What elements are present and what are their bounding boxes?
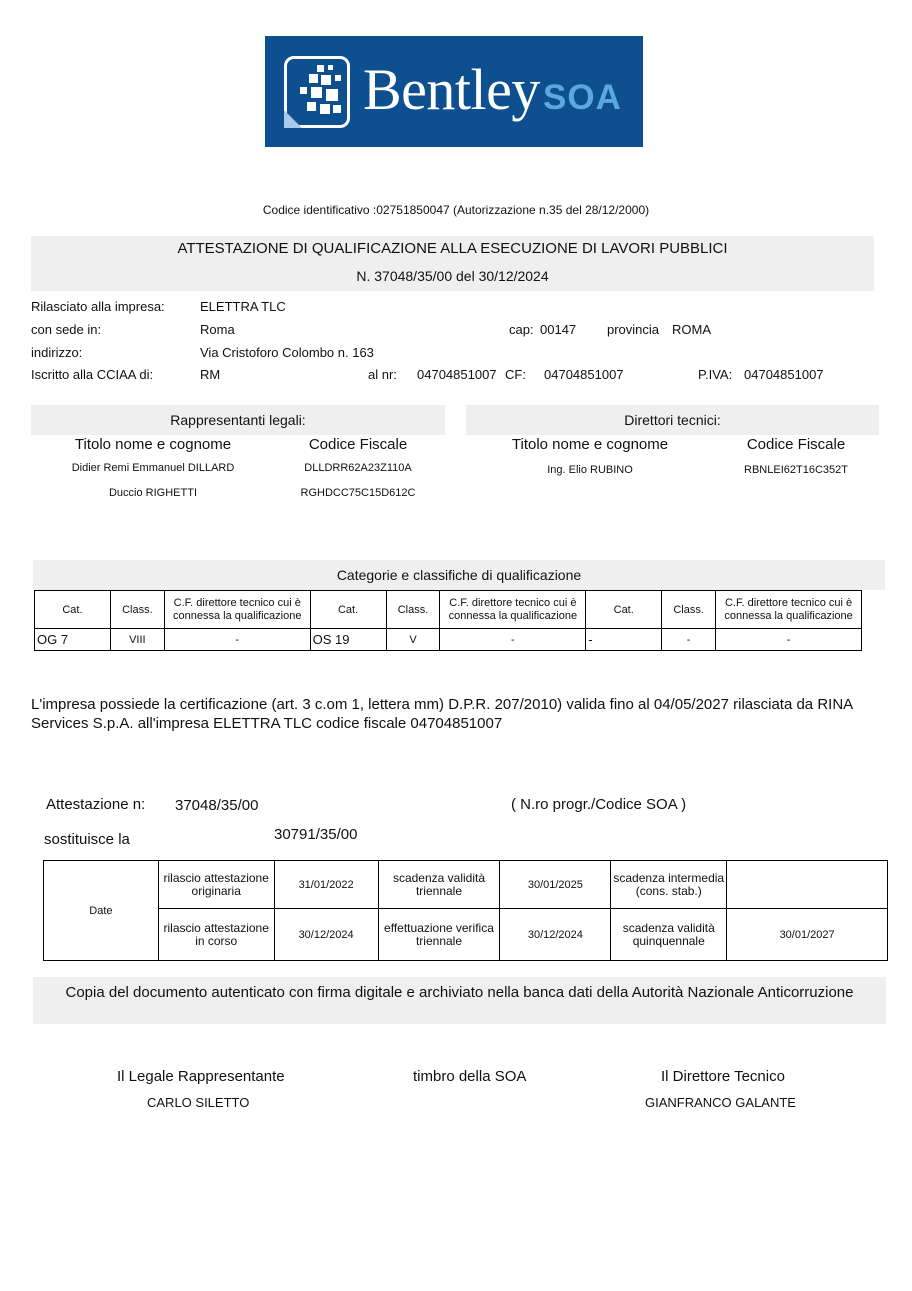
sede-value: Roma: [200, 322, 235, 337]
date-table: [43, 860, 888, 961]
document-number: N. 37048/35/00 del 30/12/2024: [356, 268, 549, 284]
date-value: 30/12/2024: [500, 909, 611, 961]
rilasciato-value: ELETTRA TLC: [200, 299, 286, 314]
cf-direttore-header: C.F. direttore tecnico cui è connessa la qualificazione: [440, 591, 586, 629]
cf-direttore-cell: -: [164, 629, 310, 651]
date-label: Date: [44, 861, 159, 961]
logo-mark-icon: [284, 56, 350, 128]
cat-cell: -: [586, 629, 662, 651]
legale-signer: CARLO SILETTO: [147, 1095, 250, 1110]
date-value: 31/01/2022: [274, 861, 378, 909]
date-value: 30/01/2027: [727, 909, 888, 961]
date-row: [44, 909, 888, 961]
legale-name: Didier Remi Emmanuel DILLARD: [71, 462, 235, 474]
tecnico-cf: RBNLEI62T16C352T: [744, 464, 848, 476]
date-field-label: scadenza validità quinquennale: [611, 909, 727, 961]
piva-label: P.IVA:: [698, 367, 733, 382]
tecnico-title: Il Direttore Tecnico: [661, 1068, 785, 1085]
cf-direttore-cell: -: [440, 629, 586, 651]
cat-header: Cat.: [35, 591, 111, 629]
codice-identificativo: Codice identificativo :02751850047 (Autorizzazione n.35 del 28/12/2000): [262, 203, 650, 217]
cat-cell: OG 7: [35, 629, 111, 651]
cat-cell: OS 19: [310, 629, 386, 651]
cf-direttore-header: C.F. direttore tecnico cui è connessa la qualificazione: [164, 591, 310, 629]
class-cell: VIII: [110, 629, 164, 651]
tecnico-name: Ing. Elio RUBINO: [547, 464, 633, 476]
alnr-value: 04704851007: [417, 367, 497, 382]
class-header: Class.: [110, 591, 164, 629]
legale-name: Duccio RIGHETTI: [108, 487, 197, 499]
tecnici-col-cf: Codice Fiscale: [746, 436, 846, 453]
sede-label: con sede in:: [31, 322, 102, 337]
class-header: Class.: [386, 591, 440, 629]
class-header: Class.: [662, 591, 716, 629]
legale-title: Il Legale Rappresentante: [117, 1068, 285, 1085]
class-cell: -: [662, 629, 716, 651]
date-field-label: scadenza validità triennale: [378, 861, 500, 909]
date-value: 30/01/2025: [500, 861, 611, 909]
indirizzo-value: Via Cristoforo Colombo n. 163: [200, 345, 374, 360]
provincia-value: ROMA: [672, 322, 711, 337]
copia-text: Copia del documento autenticato con firma digitale e archiviato nella banca dati della Autorità Nazionale Anticorruzione: [65, 984, 854, 1001]
categorie-table: [34, 590, 862, 651]
categorie-header-row: [35, 591, 862, 629]
date-row: [44, 861, 888, 909]
piva-value: 04704851007: [744, 367, 824, 382]
cat-header: Cat.: [310, 591, 386, 629]
attestazione-label: Attestazione n:: [46, 796, 146, 813]
timbro-label: timbro della SOA: [413, 1068, 527, 1085]
date-value: 30/12/2024: [274, 909, 378, 961]
certificazione-text: L'impresa possiede la certificazione (art. 3 c.om 1, lettera mm) D.P.R. 207/2010) valida fino al 04/05/2027 rilasciata da RINA Services S.p.A. all'impresa ELETTRA TLC codice fiscale 04704851007: [31, 696, 853, 732]
cf-direttore-header: C.F. direttore tecnico cui è connessa la qualificazione: [716, 591, 862, 629]
alnr-label: al nr:: [368, 367, 397, 382]
cf-direttore-cell: -: [716, 629, 862, 651]
rilasciato-label: Rilasciato alla impresa:: [31, 299, 165, 314]
logo-wordmark: Bentley: [363, 57, 540, 122]
tecnici-col-name: Titolo nome e cognome: [511, 436, 669, 453]
legali-col-name: Titolo nome e cognome: [74, 436, 232, 453]
categorie-data-row: [35, 629, 862, 651]
attestazione-value: 37048/35/00: [175, 797, 259, 814]
cciaa-value: RM: [200, 367, 221, 382]
legale-cf: DLLDRR62A23Z110A: [304, 462, 412, 474]
cf-value: 04704851007: [544, 367, 624, 382]
progr-note: ( N.ro progr./Codice SOA ): [511, 796, 687, 813]
date-field-label: scadenza intermedia (cons. stab.): [611, 861, 727, 909]
cap-label: cap:: [509, 322, 534, 337]
legale-cf: RGHDCC75C15D612C: [300, 487, 416, 499]
cap-value: 00147: [540, 322, 577, 337]
date-field-label: effettuazione verifica triennale: [378, 909, 500, 961]
document-title: ATTESTAZIONE DI QUALIFICAZIONE ALLA ESECUZIONE DI LAVORI PUBBLICI: [177, 240, 728, 257]
cciaa-label: Iscritto alla CCIAA di:: [31, 367, 154, 382]
logo-suffix: SOA: [543, 78, 622, 117]
categorie-heading: Categorie e classifiche di qualificazione: [33, 560, 885, 590]
legali-heading: Rappresentanti legali:: [31, 405, 445, 435]
cat-header: Cat.: [586, 591, 662, 629]
provincia-label: provincia: [607, 322, 660, 337]
tecnici-heading: Direttori tecnici:: [466, 405, 879, 435]
indirizzo-label: indirizzo:: [31, 345, 83, 360]
legali-col-cf: Codice Fiscale: [308, 436, 408, 453]
class-cell: V: [386, 629, 440, 651]
sostituisce-value: 30791/35/00: [274, 826, 358, 843]
date-field-label: rilascio attestazione originaria: [158, 861, 274, 909]
date-field-label: rilascio attestazione in corso: [158, 909, 274, 961]
tecnico-signer: GIANFRANCO GALANTE: [645, 1095, 796, 1110]
sostituisce-label: sostituisce la: [44, 831, 130, 848]
cf-label: CF:: [505, 367, 526, 382]
date-value: [727, 861, 888, 909]
